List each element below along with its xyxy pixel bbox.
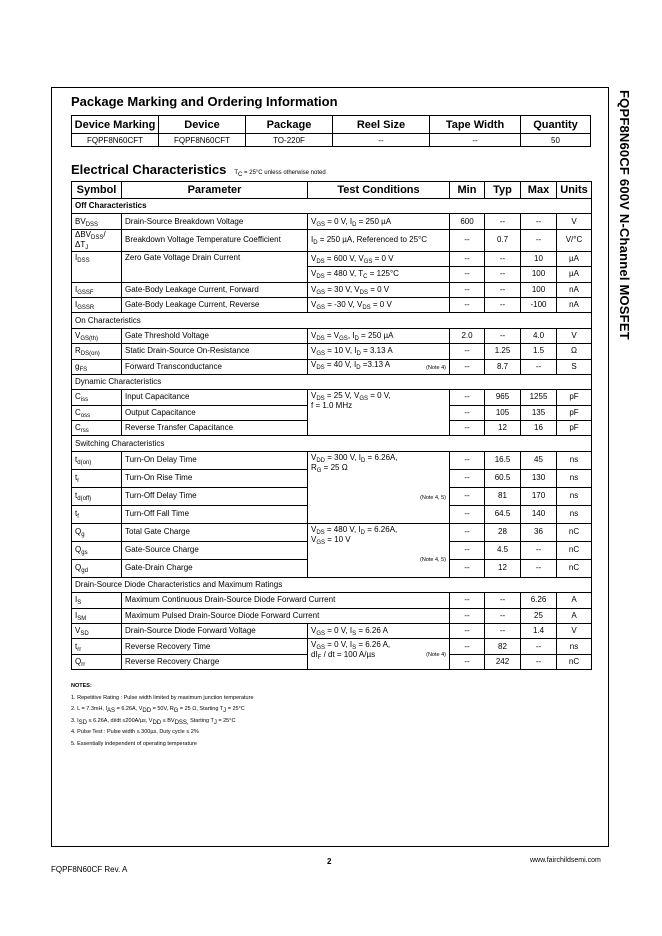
electrical-characteristics-table <box>71 181 592 670</box>
note-4-tag: (Note 4) <box>426 652 446 659</box>
parameter-cell: Gate-Source Charge <box>122 541 308 559</box>
conditions-cell: $V_{DS} = V_{GS}$, $I_D = 250$ µA <box>308 328 450 343</box>
col-quantity: Quantity <box>521 116 591 134</box>
min-cell: -- <box>450 359 485 374</box>
min-cell: -- <box>450 251 485 266</box>
min-cell: -- <box>450 390 485 405</box>
symbol-cell: $t_r$ <box>72 469 122 487</box>
max-cell: -- <box>521 639 557 654</box>
parameter-cell: Drain-Source Diode Forward Voltage <box>122 624 308 639</box>
parameter-cell: Maximum Continuous Drain-Source Diode Forward Current <box>122 593 450 608</box>
symbol-cell: $I_S$ <box>72 593 122 608</box>
typ-cell: 8.7 <box>485 359 521 374</box>
parameter-cell: Turn-On Delay Time <box>122 451 308 469</box>
symbol-cell: $R_{DS(on)}$ <box>72 344 122 359</box>
max-cell: 45 <box>521 451 557 469</box>
note-2: 2. L = 7.3mH, $I_{AS} = 6.26A$, $V_{DD} = 50V$, $R_G = 25$ Ω, Starting $T_J = 25^\circ C$ <box>71 706 245 714</box>
parameter-cell: Turn-Off Fall Time <box>122 505 308 523</box>
symbol-cell: $I_{SM}$ <box>72 608 122 623</box>
max-cell: -- <box>521 359 557 374</box>
notes-header: NOTES: <box>71 683 92 689</box>
symbol-cell: $C_{oss}$ <box>72 405 122 420</box>
table-row <box>72 608 592 623</box>
typ-cell: 28 <box>485 523 521 541</box>
col-package: Package <box>246 116 333 134</box>
cell-reel-size: -- <box>333 134 430 147</box>
unit-cell: V <box>557 214 592 229</box>
max-cell: 6.26 <box>521 593 557 608</box>
conditions-cell: $V_{DS} = 600$ V, $V_{GS} = 0$ V <box>308 251 450 266</box>
max-cell: 100 <box>521 267 557 282</box>
unit-cell: nA <box>557 282 592 297</box>
typ-cell: -- <box>485 608 521 623</box>
min-cell: -- <box>450 405 485 420</box>
max-cell: 1255 <box>521 390 557 405</box>
parameter-cell: Forward Transconductance <box>122 359 308 374</box>
symbol-cell: $t_{d(off)}$ <box>72 487 122 505</box>
page-number: 2 <box>327 857 332 866</box>
max-cell: 130 <box>521 469 557 487</box>
parameter-cell: Total Gate Charge <box>122 523 308 541</box>
symbol-cell: $t_{d(on)}$ <box>72 451 122 469</box>
typ-cell: 105 <box>485 405 521 420</box>
col-symbol: Symbol <box>72 182 122 199</box>
table-row <box>72 297 592 312</box>
side-title <box>616 90 632 350</box>
unit-cell: ns <box>557 451 592 469</box>
unit-cell: µA <box>557 251 592 266</box>
conditions-cell: $V_{DS} = 25$ V, $V_{GS} = 0$ V, f = 1.0 MHz <box>308 390 450 436</box>
table-header-row <box>72 116 591 134</box>
note-45-tag: (Note 4, 5) <box>420 494 446 501</box>
unit-cell: ns <box>557 505 592 523</box>
unit-cell: A <box>557 608 592 623</box>
symbol-cell: $V_{SD}$ <box>72 624 122 639</box>
min-cell: -- <box>450 469 485 487</box>
unit-cell: nC <box>557 541 592 559</box>
typ-cell: -- <box>485 328 521 343</box>
col-test-conditions: Test Conditions <box>308 182 450 199</box>
ec-title-text: Electrical Characteristics <box>71 162 227 177</box>
col-reel-size: Reel Size <box>333 116 430 134</box>
col-units: Units <box>557 182 592 199</box>
min-cell: 600 <box>450 214 485 229</box>
min-cell: -- <box>450 451 485 469</box>
electrical-characteristics-title <box>71 162 326 177</box>
conditions-cell: $V_{GS} = 30$ V, $V_{DS} = 0$ V <box>308 282 450 297</box>
conditions-cell: $V_{GS} = 0$ V, $I_S = 6.26$ A <box>308 624 450 639</box>
parameter-cell: Reverse Transfer Capacitance <box>122 421 308 436</box>
parameter-cell: Input Capacitance <box>122 390 308 405</box>
side-title-text: FQPF8N60CF 600V N-Channel MOSFET <box>617 90 632 340</box>
col-max: Max <box>521 182 557 199</box>
unit-cell: V <box>557 624 592 639</box>
symbol-cell: $C_{iss}$ <box>72 390 122 405</box>
note-45-tag: (Note 4, 5) <box>420 556 446 563</box>
min-cell: -- <box>450 624 485 639</box>
col-device: Device <box>159 116 246 134</box>
parameter-cell: Drain-Source Breakdown Voltage <box>122 214 308 229</box>
note-5: 5. Essentially independent of operating temperature <box>71 740 197 747</box>
symbol-cell: $g_{FS}$ <box>72 359 122 374</box>
unit-cell: ns <box>557 639 592 654</box>
min-cell: 2.0 <box>450 328 485 343</box>
notes-block <box>71 681 254 750</box>
parameter-cell: Reverse Recovery Charge <box>122 654 308 669</box>
unit-cell: nC <box>557 559 592 577</box>
table-row <box>72 328 592 343</box>
cell-package: TO-220F <box>246 134 333 147</box>
min-cell: -- <box>450 608 485 623</box>
cell-tape-width: -- <box>430 134 521 147</box>
table-row <box>72 639 592 654</box>
conditions-cell: $V_{DS} = 40$ V, $I_D =3.13$ A (Note 4) <box>308 359 450 374</box>
unit-cell: S <box>557 359 592 374</box>
table-row <box>72 390 592 405</box>
typ-cell: 64.5 <box>485 505 521 523</box>
min-cell: -- <box>450 267 485 282</box>
max-cell: -100 <box>521 297 557 312</box>
unit-cell: A <box>557 593 592 608</box>
typ-cell: -- <box>485 214 521 229</box>
category-diode: Drain-Source Diode Characteristics and Maximum Ratings <box>72 577 592 592</box>
table-header-row <box>72 182 592 199</box>
typ-cell: 16.5 <box>485 451 521 469</box>
max-cell: 25 <box>521 608 557 623</box>
col-parameter: Parameter <box>122 182 308 199</box>
category-row <box>72 577 592 592</box>
cell-device-marking: FQPF8N60CFT <box>72 134 159 147</box>
cell-device: FQPF8N60CFT <box>159 134 246 147</box>
cell-quantity: 50 <box>521 134 591 147</box>
category-switching: Switching Characteristics <box>72 436 592 451</box>
typ-cell: 0.7 <box>485 229 521 251</box>
symbol-cell: $t_{rr}$ <box>72 639 122 654</box>
max-cell: 170 <box>521 487 557 505</box>
table-row <box>72 251 592 266</box>
unit-cell: ns <box>557 487 592 505</box>
package-marking-title: Package Marking and Ordering Information <box>71 94 338 109</box>
unit-cell: Ω <box>557 344 592 359</box>
unit-cell: nC <box>557 523 592 541</box>
unit-cell: ns <box>557 469 592 487</box>
typ-cell: -- <box>485 297 521 312</box>
table-row <box>72 214 592 229</box>
unit-cell: V <box>557 328 592 343</box>
category-row <box>72 436 592 451</box>
symbol-cell: $C_{rss}$ <box>72 421 122 436</box>
max-cell: -- <box>521 541 557 559</box>
parameter-cell: Static Drain-Source On-Resistance <box>122 344 308 359</box>
min-cell: -- <box>450 505 485 523</box>
symbol-cell: $Q_{gd}$ <box>72 559 122 577</box>
col-typ: Typ <box>485 182 521 199</box>
typ-cell: -- <box>485 624 521 639</box>
typ-cell: 12 <box>485 421 521 436</box>
conditions-cell: $V_{GS} = 0$ V, $I_S = 6.26$ A, $dI_F$ / dt = 100 A/µs (Note 4) <box>308 639 450 670</box>
min-cell: -- <box>450 282 485 297</box>
table-row <box>72 229 592 251</box>
typ-cell: 242 <box>485 654 521 669</box>
symbol-cell: $Q_{gs}$ <box>72 541 122 559</box>
unit-cell: pF <box>557 421 592 436</box>
min-cell: -- <box>450 421 485 436</box>
conditions-cell: $V_{GS} = 0$ V, $I_D = 250$ µA <box>308 214 450 229</box>
typ-cell: 60.5 <box>485 469 521 487</box>
unit-cell: nA <box>557 297 592 312</box>
conditions-cell: $I_D = 250$ µA, Referenced to 25°C <box>308 229 450 251</box>
max-cell: 100 <box>521 282 557 297</box>
col-min: Min <box>450 182 485 199</box>
conditions-cell: $V_{DS} = 480$ V, $T_C = 125^\circ C$ <box>308 267 450 282</box>
symbol-cell: $BV_{DSS}$ <box>72 214 122 229</box>
max-cell: -- <box>521 214 557 229</box>
min-cell: -- <box>450 654 485 669</box>
symbol-cell: $I_{DSS}$ <box>72 251 122 282</box>
table-row <box>72 282 592 297</box>
typ-cell: 12 <box>485 559 521 577</box>
conditions-cell: $V_{GS} = 10$ V, $I_D = 3.13$ A <box>308 344 450 359</box>
typ-cell: 82 <box>485 639 521 654</box>
unit-cell: pF <box>557 390 592 405</box>
typ-cell: 4.5 <box>485 541 521 559</box>
note-3: 3. $I_{SD} \le 6.26A$, di/dt ≤200A/µs, $V_{DD} \le BV_{DSS,}$ Starting $T_J = 25^\circ C$ <box>71 717 236 726</box>
col-device-marking: Device Marking <box>72 116 159 134</box>
max-cell: 1.5 <box>521 344 557 359</box>
symbol-cell: $t_f$ <box>72 505 122 523</box>
max-cell: 140 <box>521 505 557 523</box>
unit-cell: µA <box>557 267 592 282</box>
conditions-cell: $V_{DD} = 300$ V, $I_D = 6.26A$, $R_G = 25$ Ω (Note 4, 5) <box>308 451 450 523</box>
unit-cell: pF <box>557 405 592 420</box>
table-row <box>72 359 592 374</box>
symbol-cell: $Q_g$ <box>72 523 122 541</box>
symbol-cell: $\Delta BV_{DSS}/$ $\Delta T_J$ <box>72 229 122 251</box>
max-cell: 16 <box>521 421 557 436</box>
parameter-cell: Zero Gate Voltage Drain Current <box>122 251 308 282</box>
typ-cell: -- <box>485 282 521 297</box>
parameter-cell: Gate-Body Leakage Current, Forward <box>122 282 308 297</box>
note-4: 4. Pulse Test : Pulse width ≤ 300µs, Duty cycle ≤ 2% <box>71 729 199 735</box>
min-cell: -- <box>450 229 485 251</box>
max-cell: 1.4 <box>521 624 557 639</box>
symbol-cell: $I_{GSSR}$ <box>72 297 122 312</box>
category-off: Off Characteristics <box>72 199 592 214</box>
max-cell: 4.0 <box>521 328 557 343</box>
conditions-cell: $V_{DS} = 480$ V, $I_D = 6.26A$, $V_{GS} = 10$ V (Note 4, 5) <box>308 523 450 577</box>
typ-cell: -- <box>485 593 521 608</box>
max-cell: 135 <box>521 405 557 420</box>
footer-website: www.fairchildsemi.com <box>530 857 601 864</box>
parameter-cell: Reverse Recovery Time <box>122 639 308 654</box>
table-row <box>72 624 592 639</box>
ec-condition-note: $T_C = 25^\circ C$ unless otherwise noted <box>234 170 326 178</box>
max-cell: -- <box>521 654 557 669</box>
min-cell: -- <box>450 487 485 505</box>
min-cell: -- <box>450 559 485 577</box>
parameter-cell: Gate-Body Leakage Current, Reverse <box>122 297 308 312</box>
parameter-cell: Gate-Drain Charge <box>122 559 308 577</box>
min-cell: -- <box>450 639 485 654</box>
category-row <box>72 199 592 214</box>
symbol-cell: $V_{GS(th)}$ <box>72 328 122 343</box>
min-cell: -- <box>450 297 485 312</box>
table-row <box>72 523 592 541</box>
unit-cell: V/°C <box>557 229 592 251</box>
conditions-cell: $V_{GS} = -30$ V, $V_{DS} = 0$ V <box>308 297 450 312</box>
max-cell: -- <box>521 559 557 577</box>
min-cell: -- <box>450 593 485 608</box>
unit-cell: nC <box>557 654 592 669</box>
category-on: On Characteristics <box>72 313 592 328</box>
category-dynamic: Dynamic Characteristics <box>72 374 592 389</box>
symbol-cell: $Q_{rr}$ <box>72 654 122 669</box>
table-row <box>72 593 592 608</box>
min-cell: -- <box>450 344 485 359</box>
typ-cell: 81 <box>485 487 521 505</box>
typ-cell: -- <box>485 251 521 266</box>
parameter-cell: Maximum Pulsed Drain-Source Diode Forward Current <box>122 608 450 623</box>
typ-cell: 1.25 <box>485 344 521 359</box>
parameter-cell: Turn-Off Delay Time <box>122 487 308 505</box>
typ-cell: 965 <box>485 390 521 405</box>
category-row <box>72 313 592 328</box>
parameter-cell: Gate Threshold Voltage <box>122 328 308 343</box>
max-cell: 10 <box>521 251 557 266</box>
parameter-cell: Breakdown Voltage Temperature Coefficient <box>122 229 308 251</box>
category-row <box>72 374 592 389</box>
table-row <box>72 134 591 147</box>
table-row <box>72 451 592 469</box>
table-row <box>72 344 592 359</box>
typ-cell: -- <box>485 267 521 282</box>
min-cell: -- <box>450 541 485 559</box>
col-tape-width: Tape Width <box>430 116 521 134</box>
package-marking-table <box>71 115 591 147</box>
max-cell: 36 <box>521 523 557 541</box>
note-1: 1. Repetitive Rating : Pulse width limited by maximum junction temperature <box>71 694 254 701</box>
max-cell: -- <box>521 229 557 251</box>
symbol-cell: $I_{GSSF}$ <box>72 282 122 297</box>
footer-revision: FQPF8N60CF Rev. A <box>51 865 128 874</box>
note-4-tag: (Note 4) <box>426 365 446 372</box>
min-cell: -- <box>450 523 485 541</box>
parameter-cell: Output Capacitance <box>122 405 308 420</box>
parameter-cell: Turn-On Rise Time <box>122 469 308 487</box>
